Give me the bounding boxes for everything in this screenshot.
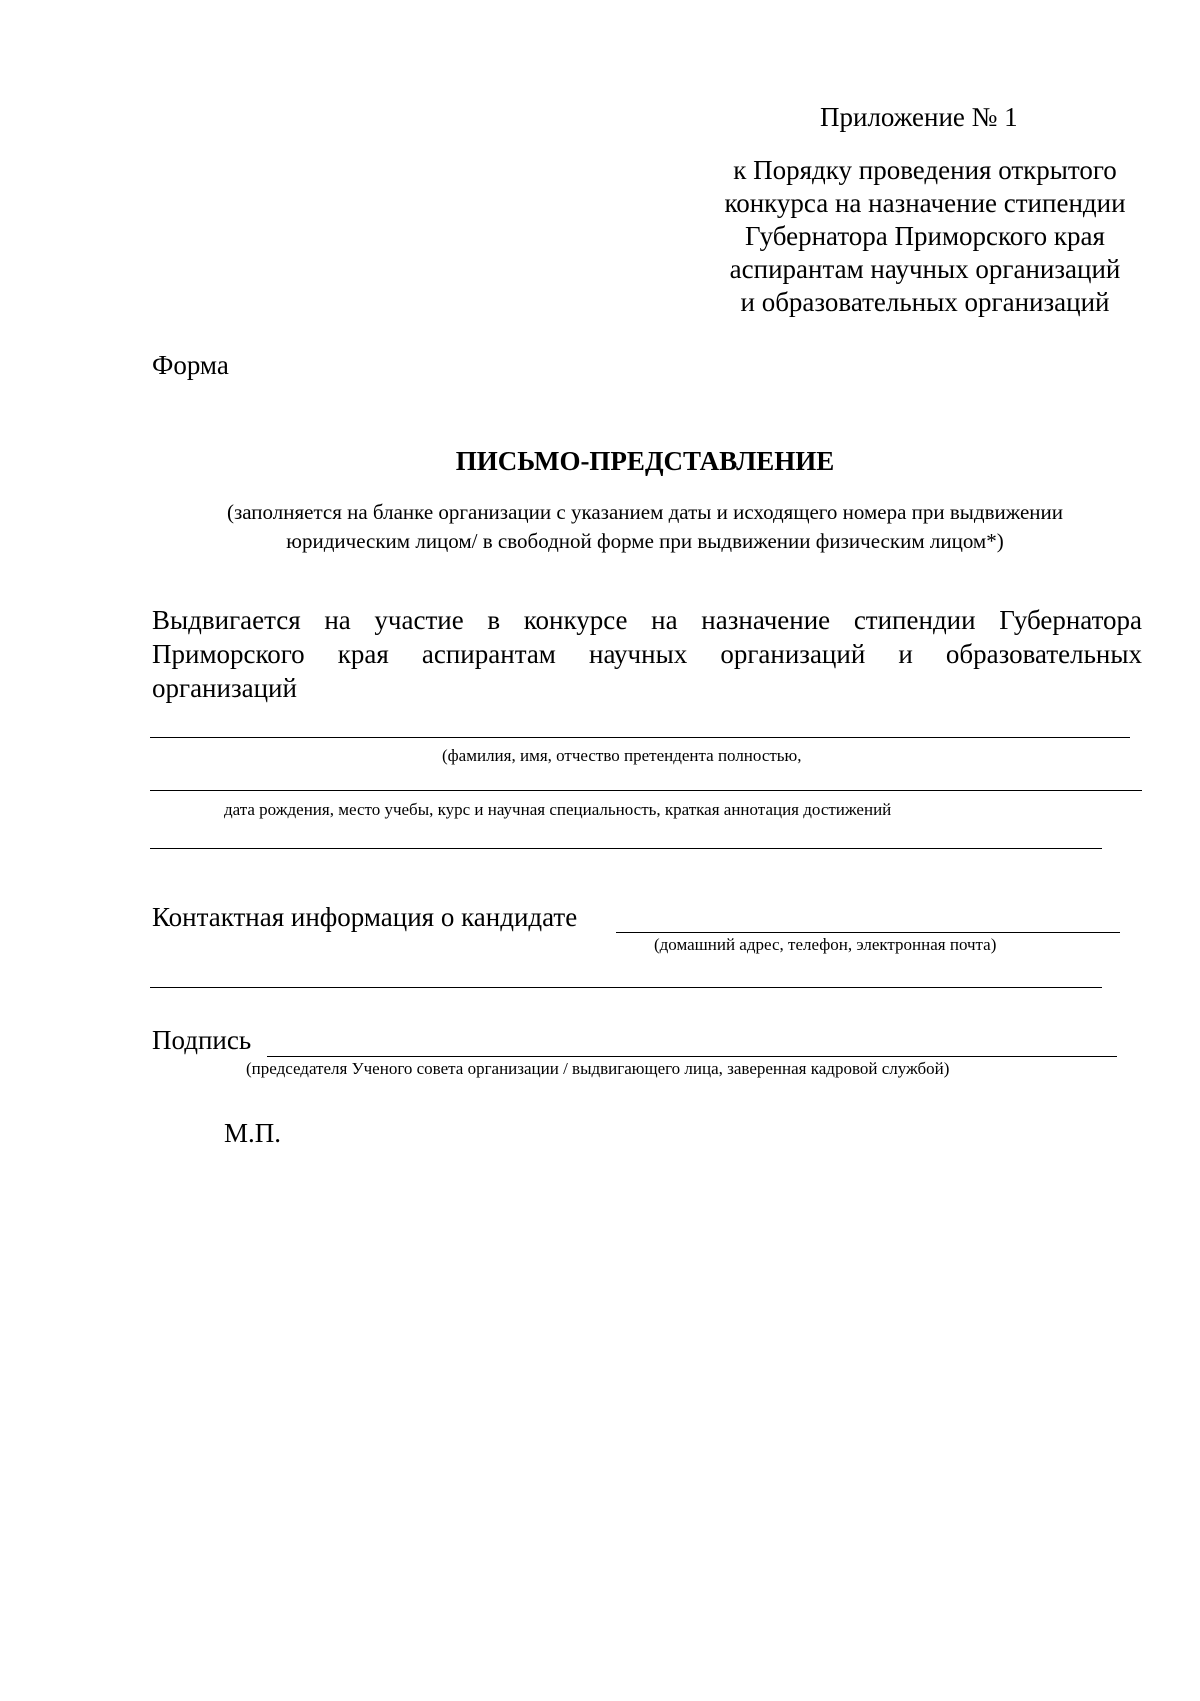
nomination-line: Выдвигается на участие в конкурсе на назначение стипендии Губернатора <box>152 605 1142 635</box>
appendix-line: и образовательных организаций <box>740 287 1110 317</box>
hint-contact: (домашний адрес, телефон, электронная почта) <box>654 935 997 954</box>
hint-details: дата рождения, место учебы, курс и научная специальность, краткая аннотация достижений <box>224 800 892 819</box>
hint-signature: (председателя Ученого совета организации / выдвигающего лица, заверенная кадровой службой) <box>246 1059 950 1078</box>
nomination-line: Приморского края аспирантам научных организаций и образовательных <box>152 639 1142 669</box>
blank-line-contact[interactable] <box>616 932 1120 933</box>
appendix-title: Приложение № 1 <box>820 102 1018 132</box>
blank-line-contact-continued[interactable] <box>150 987 1102 988</box>
document-subtitle <box>150 498 1140 556</box>
form-label: Форма <box>152 350 229 380</box>
stamp-mark: М.П. <box>224 1118 282 1148</box>
document-title: ПИСЬМО-ПРЕДСТАВЛЕНИЕ <box>455 446 835 476</box>
blank-line-signature[interactable] <box>267 1056 1117 1057</box>
subtitle-line: (заполняется на бланке организации с указанием даты и исходящего номера при выдвижении <box>226 500 1064 524</box>
contact-label: Контактная информация о кандидате <box>152 902 578 932</box>
appendix-line: к Порядку проведения открытого <box>733 155 1117 185</box>
hint-name: (фамилия, имя, отчество претендента полностью, <box>442 746 802 765</box>
nomination-text <box>152 603 1142 705</box>
blank-line-details-continued[interactable] <box>150 848 1102 849</box>
signature-label: Подпись <box>152 1025 252 1055</box>
appendix-line: аспирантам научных организаций <box>729 254 1121 284</box>
blank-line-details[interactable] <box>150 790 1142 791</box>
blank-line-name[interactable] <box>150 737 1130 738</box>
appendix-reference <box>690 154 1160 319</box>
nomination-line: организаций <box>152 673 297 703</box>
appendix-line: Губернатора Приморского края <box>745 221 1105 251</box>
subtitle-line: юридическим лицом/ в свободной форме при выдвижении физическим лицом*) <box>286 529 1004 553</box>
appendix-line: конкурса на назначение стипендии <box>724 188 1126 218</box>
